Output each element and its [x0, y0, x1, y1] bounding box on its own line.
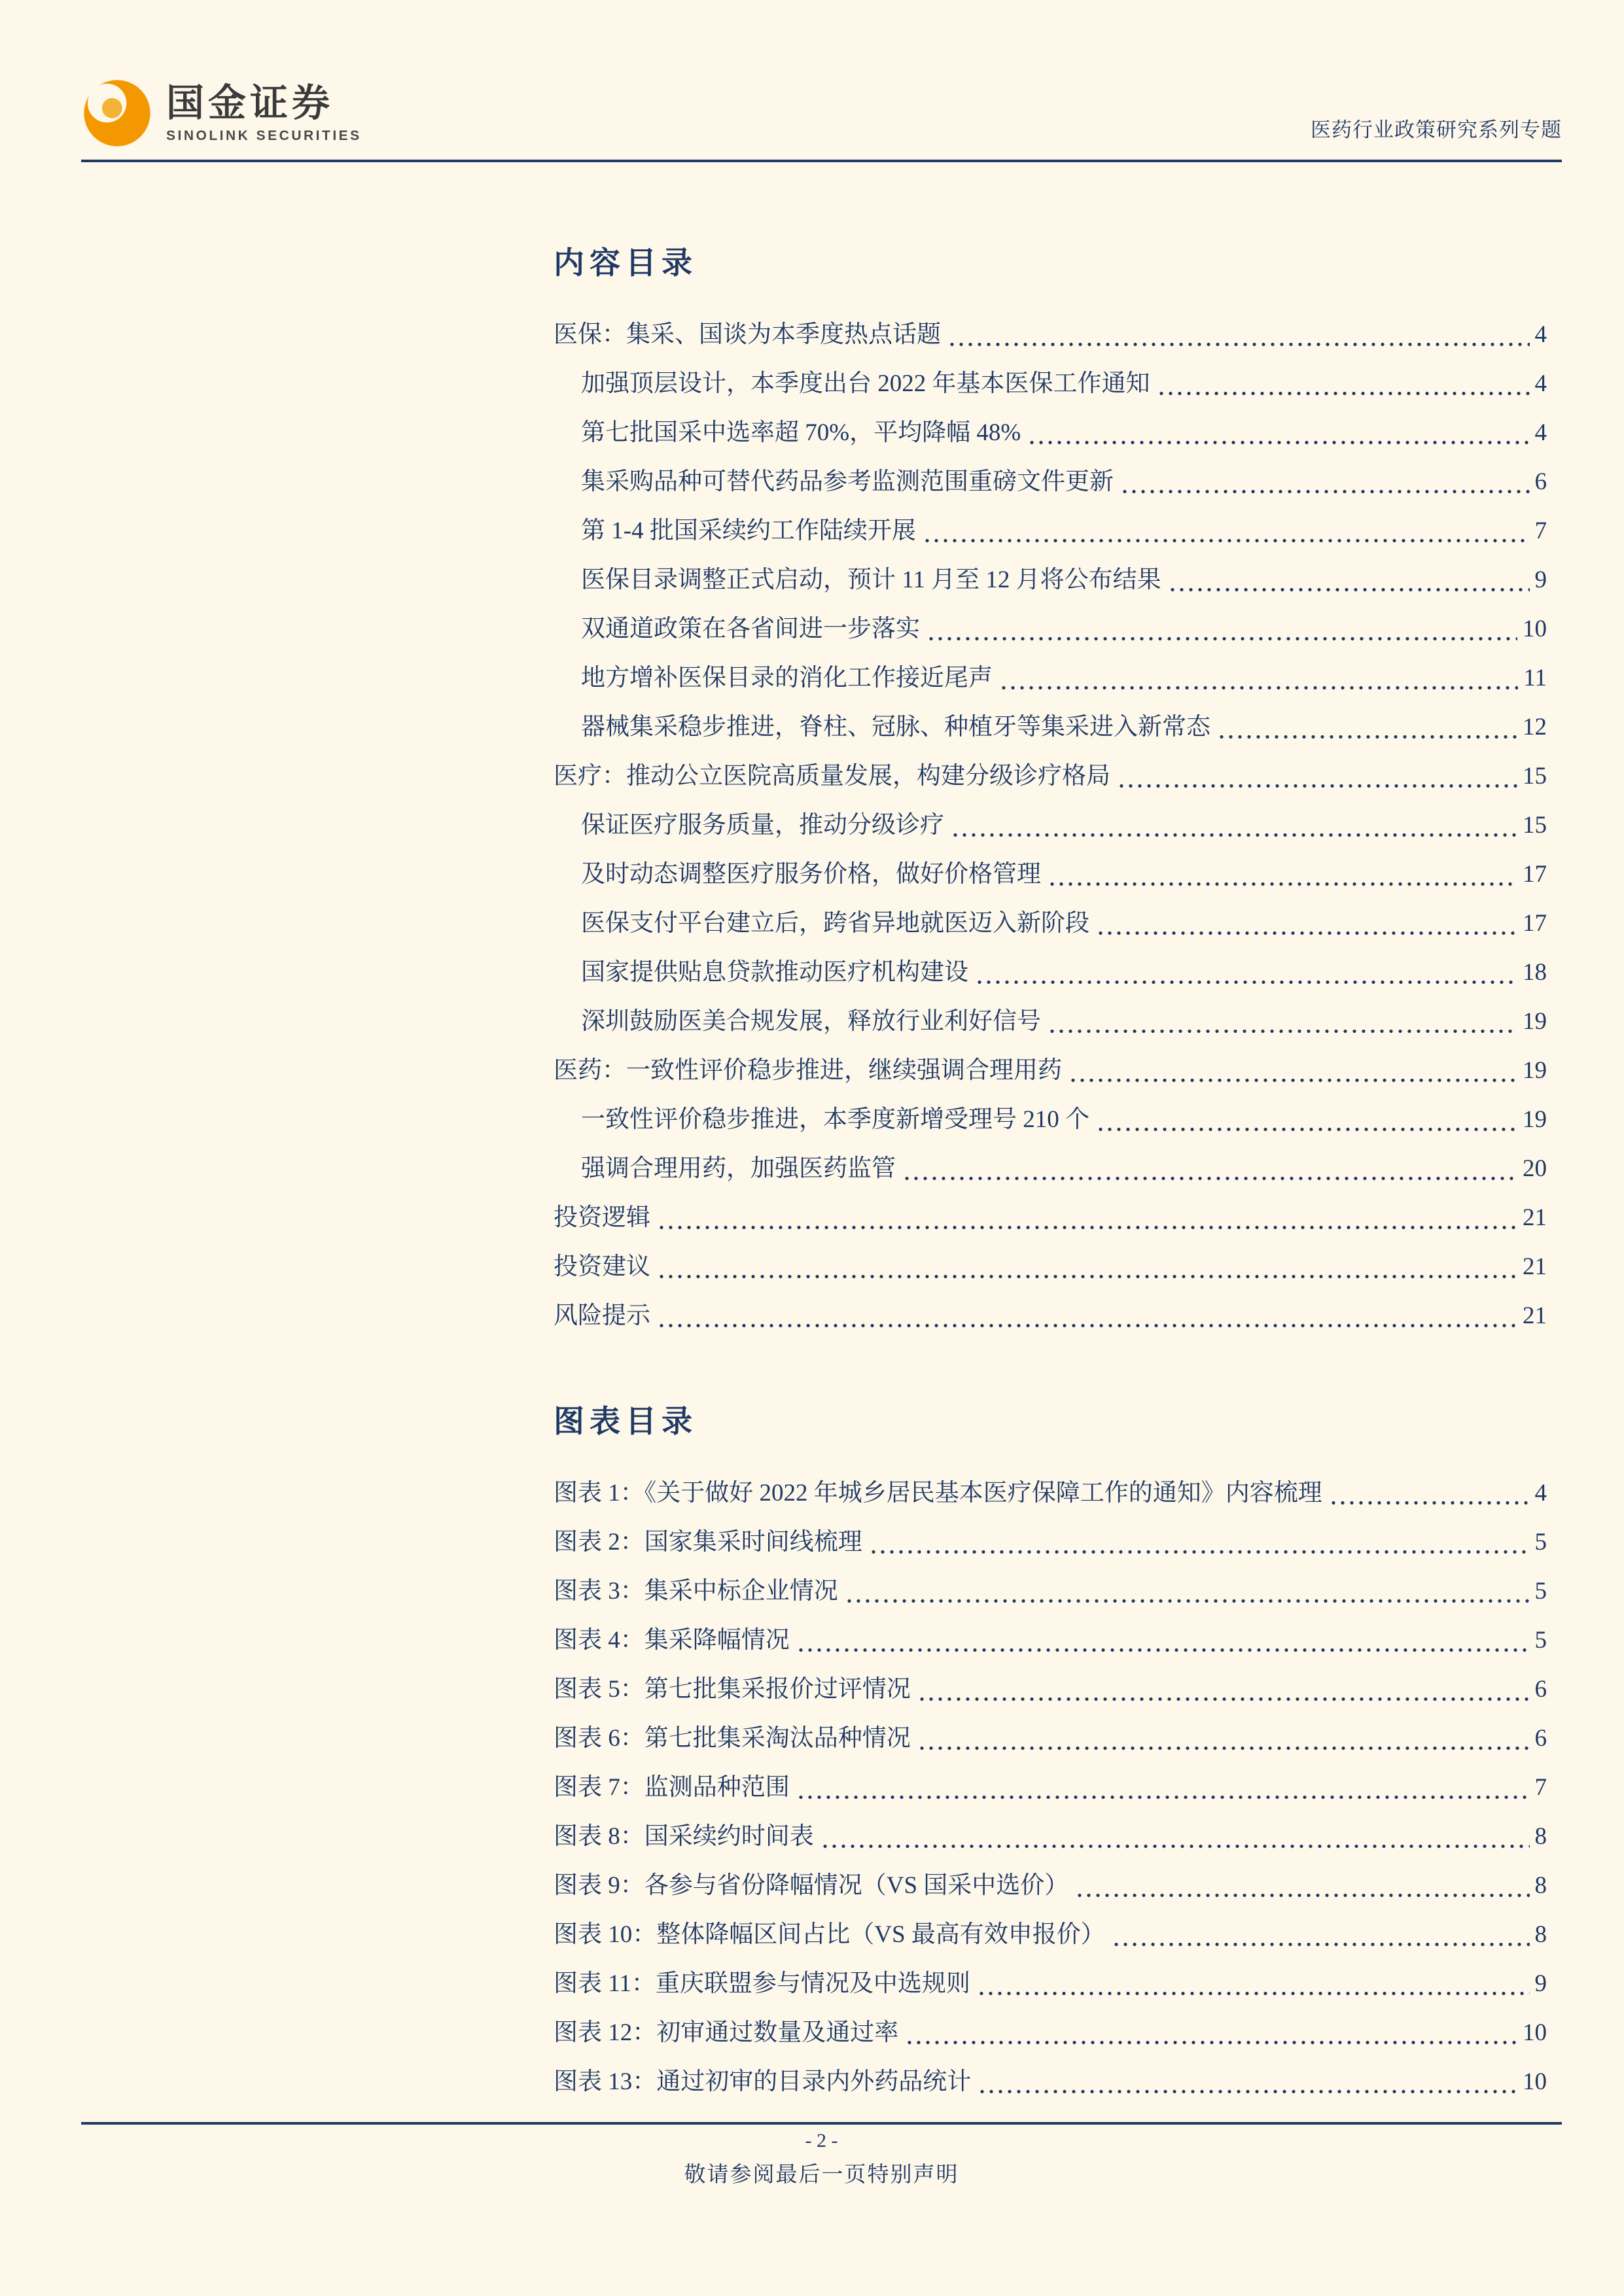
toc-entry-page: 20: [1523, 1155, 1547, 1182]
dot-leader: [845, 1567, 1530, 1603]
toc-entry[interactable]: [554, 703, 1547, 752]
figure-entry[interactable]: [554, 1616, 1547, 1665]
figure-entry-title: 图表 10：整体降幅区间占比（VS 最高有效申报价）: [554, 1921, 1105, 1948]
dot-leader: [1120, 457, 1530, 494]
figure-entry-page: 6: [1534, 1676, 1547, 1703]
toc-entry-title: 医疗：推动公立医院高质量发展，构建分级诊疗格局: [554, 763, 1110, 790]
toc-entry-page: 15: [1523, 763, 1547, 790]
toc-entry-title: 保证医疗服务质量，推动分级诊疗: [581, 812, 944, 839]
content-column: [554, 243, 1547, 2106]
dot-leader: [1329, 1469, 1530, 1505]
toc-entry-page: 10: [1523, 616, 1547, 642]
dot-leader: [1217, 703, 1517, 739]
figure-entry[interactable]: [554, 1861, 1547, 1910]
figure-entry-title: 图表 5：第七批集采报价过评情况: [554, 1676, 911, 1703]
dot-leader: [977, 1959, 1530, 1996]
toc-entry-page: 9: [1534, 566, 1547, 593]
figure-entry-page: 6: [1534, 1725, 1547, 1752]
brand-name-cn: 国金证券: [166, 82, 334, 125]
footer-disclaimer: 敬请参阅最后一页特别声明: [684, 2163, 959, 2187]
figure-entry-title: 图表 7：监测品种范围: [554, 1774, 790, 1801]
report-series-title: 医药行业政策研究系列专题: [1311, 118, 1562, 141]
toc-entry-page: 4: [1534, 370, 1547, 397]
toc-entry-page: 7: [1534, 517, 1547, 544]
toc-list: [554, 310, 1547, 1340]
figure-entry-page: 10: [1523, 2068, 1547, 2095]
figure-entry-title: 图表 6：第七批集采淘汰品种情况: [554, 1725, 911, 1752]
figure-entry[interactable]: [554, 1665, 1547, 1714]
toc-entry-title: 一致性评价稳步推进，本季度新增受理号 210 个: [581, 1106, 1089, 1133]
dot-leader: [1075, 1861, 1529, 1898]
toc-entry[interactable]: [554, 555, 1547, 604]
dot-leader: [869, 1518, 1530, 1554]
toc-entry-page: 21: [1523, 1253, 1547, 1280]
toc-entry-page: 19: [1523, 1106, 1547, 1133]
toc-entry-title: 国家提供贴息贷款推动医疗机构建设: [581, 959, 968, 986]
dot-leader: [999, 653, 1518, 690]
figure-entry[interactable]: [554, 1469, 1547, 1518]
toc-entry[interactable]: [554, 1095, 1547, 1144]
toc-entry-title: 深圳鼓励医美合规发展，释放行业利好信号: [581, 1008, 1041, 1035]
dot-leader: [796, 1616, 1530, 1652]
company-logo: [81, 77, 362, 149]
dot-leader: [1117, 752, 1517, 788]
toc-entry-page: 12: [1523, 714, 1547, 740]
figure-entry-title: 图表 2：国家集采时间线梳理: [554, 1529, 862, 1556]
toc-entry-page: 19: [1523, 1008, 1547, 1035]
figure-entry-page: 4: [1534, 1480, 1547, 1506]
figure-entry-page: 10: [1523, 2019, 1547, 2046]
figure-entry[interactable]: [554, 1812, 1547, 1861]
toc-entry[interactable]: [554, 752, 1547, 801]
figure-entry-page: 5: [1534, 1627, 1547, 1654]
page-header: [81, 77, 1562, 162]
figure-entry-title: 图表 12：初审通过数量及通过率: [554, 2019, 899, 2046]
dot-leader: [1048, 997, 1517, 1034]
toc-entry[interactable]: [554, 850, 1547, 899]
dot-leader: [927, 604, 1517, 641]
dot-leader: [657, 1242, 1517, 1279]
toc-entry-title: 器械集采稳步推进，脊柱、冠脉、种植牙等集采进入新常态: [581, 714, 1210, 740]
dot-leader: [796, 1763, 1530, 1800]
toc-entry-title: 投资逻辑: [554, 1204, 650, 1231]
toc-entry-title: 第 1-4 批国采续约工作陆续开展: [581, 517, 916, 544]
dot-leader: [821, 1812, 1530, 1849]
toc-entry[interactable]: [554, 801, 1547, 850]
dot-leader: [1048, 850, 1517, 886]
toc-entry-title: 强调合理用药，加强医药监管: [581, 1155, 896, 1182]
dot-leader: [1157, 359, 1530, 396]
dot-leader: [1027, 408, 1529, 445]
figure-entry[interactable]: [554, 1518, 1547, 1567]
brand-text: [166, 82, 362, 144]
toc-entry[interactable]: [554, 653, 1547, 703]
figure-entry-page: 8: [1534, 1872, 1547, 1899]
page-footer: [81, 2122, 1562, 2188]
toc-entry[interactable]: [554, 1046, 1547, 1095]
toc-entry-title: 加强顶层设计，本季度出台 2022 年基本医保工作通知: [581, 370, 1150, 397]
dot-leader: [951, 801, 1517, 837]
figure-entry-page: 7: [1534, 1774, 1547, 1801]
dot-leader: [1096, 899, 1517, 935]
toc-entry-page: 11: [1523, 665, 1547, 691]
toc-entry[interactable]: [554, 604, 1547, 653]
figure-entry[interactable]: [554, 2008, 1547, 2057]
toc-entry-title: 双通道政策在各省间进一步落实: [581, 616, 920, 642]
sinolink-logo-icon: [81, 77, 153, 149]
dot-leader: [917, 1665, 1530, 1701]
toc-entry-page: 17: [1523, 861, 1547, 888]
figure-entry-page: 9: [1534, 1970, 1547, 1997]
toc-entry[interactable]: [554, 408, 1547, 457]
figure-entry[interactable]: [554, 1714, 1547, 1763]
figure-entry-title: 图表 3：集采中标企业情况: [554, 1578, 838, 1605]
toc-entry-page: 21: [1523, 1302, 1547, 1329]
dot-leader: [1112, 1910, 1530, 1947]
dot-leader: [917, 1714, 1530, 1750]
figures-list: [554, 1469, 1547, 2106]
toc-entry-title: 风险提示: [554, 1302, 650, 1329]
dot-leader: [657, 1193, 1517, 1230]
toc-entry[interactable]: [554, 899, 1547, 948]
toc-entry-page: 4: [1534, 321, 1547, 348]
figure-entry[interactable]: [554, 1910, 1547, 1959]
toc-entry-page: 18: [1523, 959, 1547, 986]
toc-entry[interactable]: [554, 1144, 1547, 1193]
toc-entry[interactable]: [554, 457, 1547, 506]
dot-leader: [1068, 1046, 1517, 1083]
toc-entry[interactable]: [554, 997, 1547, 1046]
toc-entry-title: 医药：一致性评价稳步推进，继续强调合理用药: [554, 1057, 1062, 1084]
toc-entry-title: 第七批国采中选率超 70%，平均降幅 48%: [581, 419, 1021, 446]
footer-page-number: - 2 -: [805, 2130, 838, 2151]
dot-leader: [978, 2057, 1517, 2094]
figure-entry-title: 图表 1：《关于做好 2022 年城乡居民基本医疗保障工作的通知》内容梳理: [554, 1480, 1322, 1506]
toc-entry[interactable]: [554, 359, 1547, 408]
dot-leader: [902, 1144, 1517, 1181]
toc-title: 内容目录: [554, 247, 697, 281]
toc-entry[interactable]: [554, 1193, 1547, 1242]
toc-entry-page: 19: [1523, 1057, 1547, 1084]
toc-entry-title: 地方增补医保目录的消化工作接近尾声: [581, 665, 993, 691]
dot-leader: [923, 506, 1530, 543]
dot-leader: [657, 1291, 1517, 1328]
dot-leader: [947, 310, 1530, 347]
toc-entry-page: 4: [1534, 419, 1547, 446]
figure-entry-page: 8: [1534, 1921, 1547, 1948]
dot-leader: [975, 948, 1517, 984]
toc-entry-title: 医保目录调整正式启动，预计 11 月至 12 月将公布结果: [581, 566, 1161, 593]
toc-entry-title: 投资建议: [554, 1253, 650, 1280]
figure-entry[interactable]: [554, 1959, 1547, 2008]
toc-entry-page: 21: [1523, 1204, 1547, 1231]
dot-leader: [905, 2008, 1517, 2045]
toc-entry-page: 17: [1523, 910, 1547, 937]
dot-leader: [1168, 555, 1530, 592]
dot-leader: [1096, 1095, 1517, 1132]
figures-title: 图表目录: [554, 1405, 697, 1439]
figure-entry-title: 图表 11：重庆联盟参与情况及中选规则: [554, 1970, 970, 1997]
figure-entry[interactable]: [554, 2057, 1547, 2106]
figure-entry-page: 5: [1534, 1578, 1547, 1605]
toc-entry-page: 6: [1534, 468, 1547, 495]
toc-entry-title: 集采购品种可替代药品参考监测范围重磅文件更新: [581, 468, 1114, 495]
figure-entry-title: 图表 8：国采续约时间表: [554, 1823, 814, 1850]
figure-entry[interactable]: [554, 1763, 1547, 1812]
figure-entry-title: 图表 9：各参与省份降幅情况（VS 国采中选价）: [554, 1872, 1069, 1899]
figure-entry-page: 5: [1534, 1529, 1547, 1556]
toc-entry-title: 医保支付平台建立后，跨省异地就医迈入新阶段: [581, 910, 1089, 937]
figure-entry[interactable]: [554, 1567, 1547, 1616]
toc-entry-title: 及时动态调整医疗服务价格，做好价格管理: [581, 861, 1041, 888]
toc-entry[interactable]: [554, 310, 1547, 359]
toc-entry[interactable]: [554, 1242, 1547, 1291]
figure-entry-title: 图表 4：集采降幅情况: [554, 1627, 790, 1654]
toc-entry-title: 医保：集采、国谈为本季度热点话题: [554, 321, 941, 348]
toc-entry-page: 15: [1523, 812, 1547, 839]
toc-entry[interactable]: [554, 506, 1547, 555]
figure-entry-page: 8: [1534, 1823, 1547, 1850]
figure-entry-title: 图表 13：通过初审的目录内外药品统计: [554, 2068, 972, 2095]
toc-entry[interactable]: [554, 1291, 1547, 1340]
brand-name-en: SINOLINK SECURITIES: [166, 128, 362, 143]
toc-entry[interactable]: [554, 948, 1547, 997]
